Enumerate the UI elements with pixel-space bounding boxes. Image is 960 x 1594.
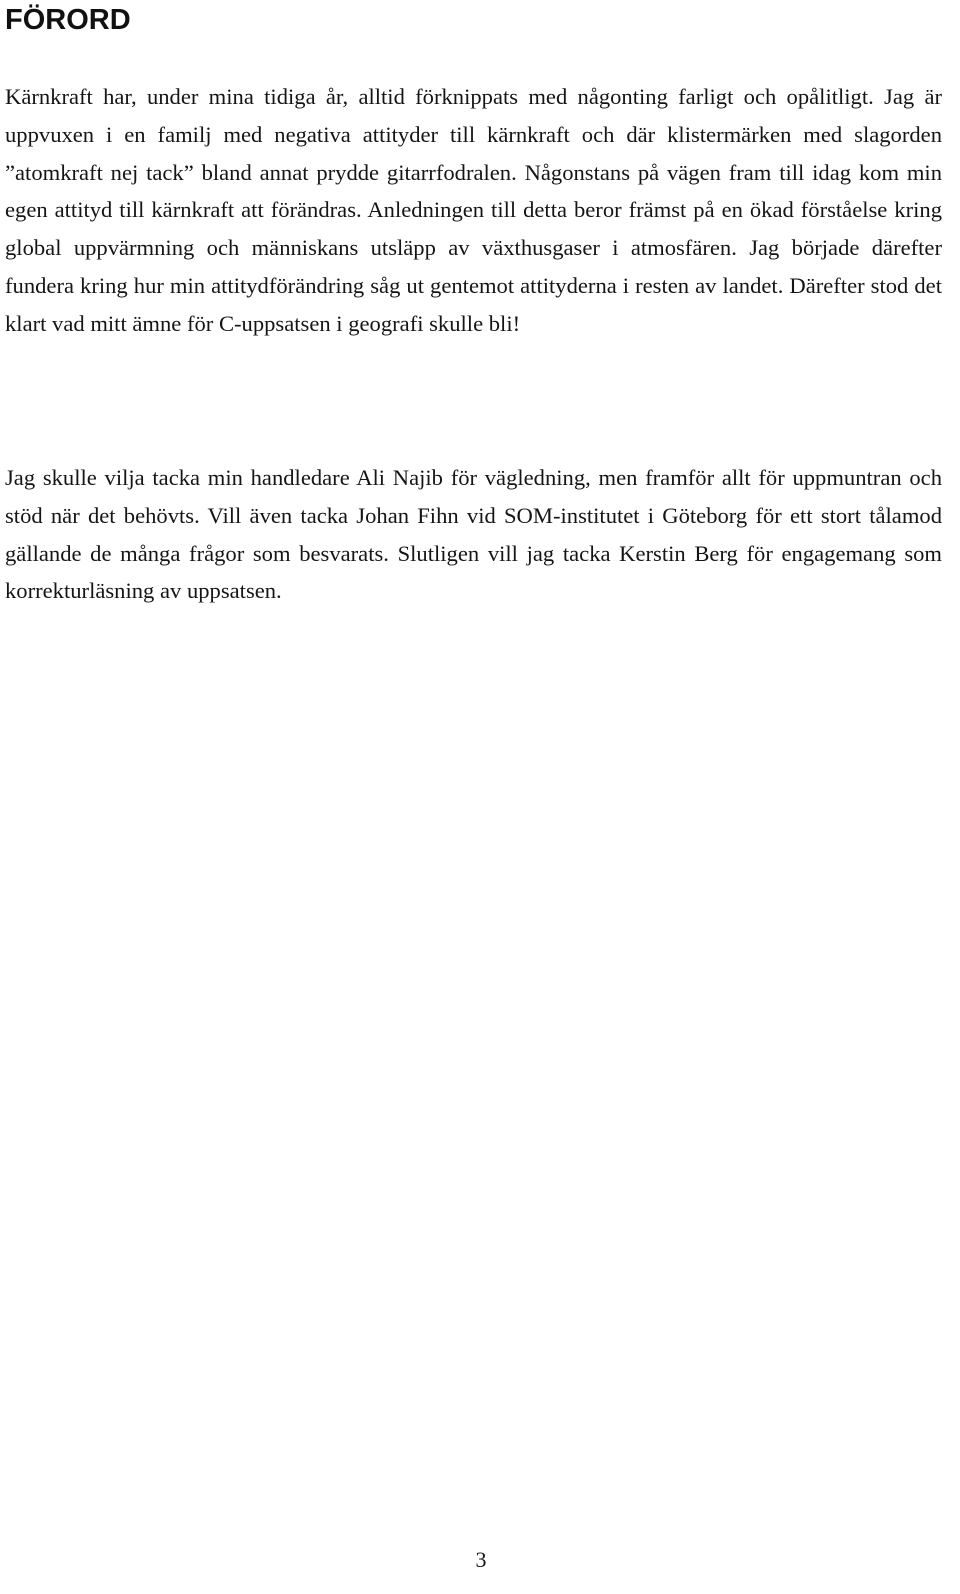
page-number: 3 bbox=[475, 1547, 487, 1572]
page-title: FÖRORD bbox=[5, 4, 131, 36]
foreword-paragraph-1: Kärnkraft har, under mina tidiga år, alltid förknippats med någonting farligt och opålitligt. Jag är uppvuxen i en familj med negativa attityder till kärnkraft och där klistermärken med slagorden ”atomkraft nej tack” bland annat prydde gitarrfodralen. Någonstans på vägen fram till idag kom min egen attityd till kärnkraft att förändras. Anledningen till detta beror främst på en ökad förståelse kring global uppvärmning och människans utsläpp av växthusgaser i atmosfären. Jag började därefter fundera kring hur min attitydförändring såg ut gentemot attityderna i resten av landet. Därefter stod det klart vad mitt ämne för C-uppsatsen i geografi skulle bli! bbox=[5, 84, 942, 336]
acknowledgements-paragraph: Jag skulle vilja tacka min handledare Ali Najib för vägledning, men framför allt för uppmuntran och stöd när det behövts. Vill även tacka Johan Fihn vid SOM-institutet i Göteborg för ett stort tålamod gällande de många frågor som besvarats. Slutligen vill jag tacka Kerstin Berg för engagemang som korrekturläsning av uppsatsen. bbox=[5, 465, 942, 604]
